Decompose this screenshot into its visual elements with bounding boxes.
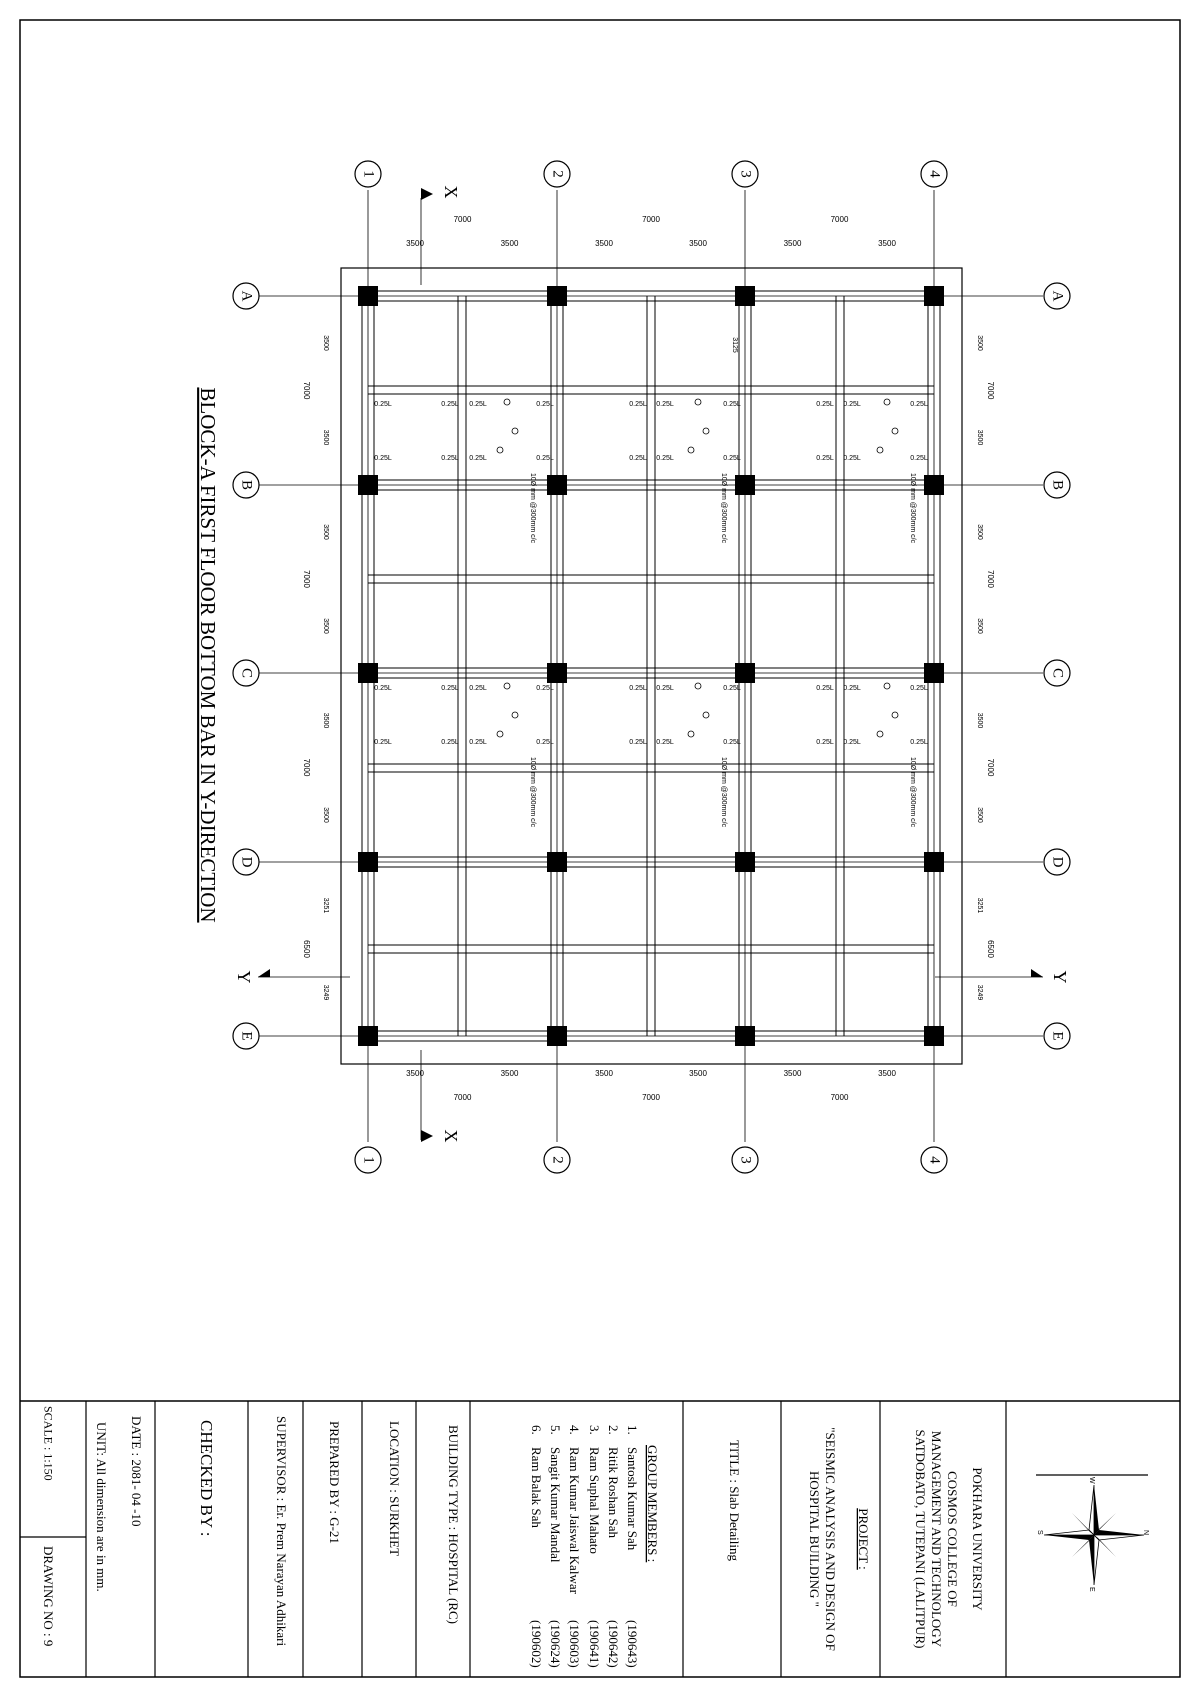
leader-line	[887, 402, 907, 470]
bar-length-label: 0.25L	[910, 739, 928, 746]
leader-dot	[695, 399, 701, 405]
member-id: (190624)	[548, 1620, 564, 1668]
bar-length-label: 0.25L	[441, 401, 459, 408]
dim-half-top: 3500	[783, 239, 802, 248]
section-label-y-left: Y	[233, 970, 254, 984]
bar-length-label: 0.25L	[536, 685, 554, 692]
bar-length-label: 0.25L	[469, 685, 487, 692]
scale: SCALE : 1:150	[41, 1406, 56, 1481]
dim-half-left: 3500	[322, 712, 330, 729]
member-number: 1.	[625, 1425, 641, 1435]
leader-dot	[877, 447, 883, 453]
compass-w: W	[1088, 1477, 1095, 1484]
university-name: POKHARA UNIVERSITY	[970, 1467, 986, 1611]
dim-total-right: 7000	[985, 381, 995, 400]
extra-dimension: 3125	[731, 337, 739, 353]
dim-total-top: 7000	[453, 215, 472, 224]
leader-dot	[703, 712, 709, 718]
dim-tick	[320, 946, 326, 952]
leader-dot	[688, 447, 694, 453]
dim-tick	[964, 387, 970, 393]
leader-line	[507, 686, 527, 754]
dim-half-right: 3500	[976, 618, 984, 634]
bar-length-label: 0.25L	[629, 455, 647, 462]
leader-dot	[512, 428, 518, 434]
dim-half-right: 3500	[976, 712, 984, 729]
dim-half-left: 3251	[322, 897, 330, 914]
column	[547, 852, 567, 872]
grid-bubble-right-A-label: A	[1049, 290, 1066, 302]
grid-bubble-left-E-label: E	[238, 1031, 255, 1041]
dim-half-bottom: 3500	[406, 1069, 424, 1078]
dim-half-right: 3500	[976, 524, 984, 540]
dim-half-left: 3500	[322, 335, 330, 351]
leader-dot	[703, 428, 709, 434]
column	[924, 1026, 944, 1046]
leader-line	[500, 734, 527, 754]
column	[924, 852, 944, 872]
bar-length-label: 0.25L	[910, 401, 928, 408]
column	[735, 663, 755, 683]
bar-length-label: 0.25L	[469, 455, 487, 462]
leader-line	[691, 450, 718, 470]
location: LOCATION : SURKHET	[387, 1421, 403, 1557]
building-type: BUILDING TYPE : HOSPITAL (RC)	[446, 1425, 462, 1625]
column	[735, 475, 755, 495]
leader-line	[895, 715, 907, 754]
dim-tick	[964, 765, 970, 771]
column	[358, 1026, 378, 1046]
grid-bubble-bottom-4-label: 4	[926, 1156, 943, 1164]
bar-length-label: 0.25L	[816, 401, 834, 408]
dim-half-right: 3500	[976, 335, 984, 351]
column	[547, 1026, 567, 1046]
compass-e: E	[1088, 1587, 1095, 1592]
north-arrow-icon	[1036, 1477, 1149, 1592]
dim-total-right: 7000	[985, 570, 995, 588]
column	[358, 475, 378, 495]
member-name: Ram Kumar Jaiswal Kalwar	[567, 1447, 583, 1594]
dim-total-left: 7000	[301, 570, 311, 588]
grid-bubble-left-D-label: D	[238, 856, 255, 868]
drawing-number: DRAWING NO : 9	[41, 1546, 57, 1647]
dim-tick	[320, 765, 326, 771]
section-label-y-right: Y	[1049, 970, 1070, 984]
dim-tick	[320, 576, 326, 582]
leader-dot	[695, 683, 701, 689]
member-number: 6.	[529, 1425, 545, 1435]
grid-bubble-top-2-label: 2	[549, 170, 566, 178]
dim-total-left: 6500	[301, 940, 311, 958]
bar-length-label: 0.25L	[629, 739, 647, 746]
supervisor: SUPERVISOR : Er. Prem Narayan Adhikari	[274, 1416, 290, 1647]
date: DATE : 2081- 04 -10	[129, 1416, 145, 1527]
member-id: (190641)	[587, 1620, 603, 1668]
leader-dot	[497, 447, 503, 453]
leader-dot	[884, 683, 890, 689]
drawing-subject-title: TITLE : Slab Detailing	[727, 1440, 743, 1561]
project-line-2: HOSPITAL BUILDING "	[807, 1471, 823, 1607]
bar-length-label: 0.25L	[536, 739, 554, 746]
grid-bubble-left-A-label: A	[238, 290, 255, 302]
bar-length-label: 0.25L	[629, 685, 647, 692]
leader-line	[515, 715, 527, 754]
member-name: Ram Suphal Mahato	[587, 1447, 603, 1554]
column	[735, 852, 755, 872]
compass-s: S	[1036, 1530, 1043, 1535]
column	[924, 475, 944, 495]
column	[547, 286, 567, 306]
bar-length-label: 0.25L	[816, 739, 834, 746]
leader-line	[880, 450, 907, 470]
dim-total-top: 7000	[642, 215, 660, 224]
bar-length-label: 0.25L	[656, 739, 674, 746]
bar-length-label: 0.25L	[816, 455, 834, 462]
member-number: 5.	[548, 1425, 564, 1435]
bar-length-label: 0.25L	[843, 739, 861, 746]
dim-half-bottom: 3500	[783, 1069, 802, 1078]
dim-half-right: 3500	[976, 807, 984, 823]
dim-half-bottom: 3500	[500, 1069, 519, 1078]
leader-dot	[688, 731, 694, 737]
dim-half-top: 3500	[406, 239, 424, 248]
dim-half-bottom: 3500	[689, 1069, 707, 1078]
column	[924, 286, 944, 306]
dim-total-left: 7000	[301, 381, 311, 400]
section-mark-x-top	[421, 186, 461, 286]
column	[924, 663, 944, 683]
section-label-x-bottom: X	[440, 1129, 461, 1143]
bar-length-label: 0.25L	[374, 401, 392, 408]
member-id: (190603)	[567, 1620, 583, 1668]
column	[358, 663, 378, 683]
member-id: (190643)	[625, 1620, 641, 1668]
college-line-1: COSMOS COLLEGE OF	[945, 1471, 961, 1607]
leader-dot	[892, 428, 898, 434]
member-id: (190602)	[529, 1620, 545, 1668]
column	[547, 663, 567, 683]
dim-half-top: 3500	[689, 239, 707, 248]
dim-half-top: 3500	[500, 239, 519, 248]
unit-note: UNIT: All dimension are in mm.	[94, 1422, 110, 1592]
dim-tick	[837, 247, 843, 253]
column	[735, 286, 755, 306]
dim-tick	[648, 247, 654, 253]
bar-length-label: 0.25L	[441, 739, 459, 746]
grid-bubble-bottom-3-label: 3	[737, 1156, 754, 1164]
members-list	[529, 1425, 640, 1668]
rebar-note: 10Ø mm @300mm c/c	[529, 472, 537, 544]
leader-line	[698, 686, 718, 754]
leader-line	[895, 431, 907, 470]
leader-line	[887, 686, 907, 754]
dim-half-top: 3500	[878, 239, 896, 248]
leader-line	[706, 431, 718, 470]
dim-tick	[459, 1077, 465, 1083]
bar-length-label: 0.25L	[843, 455, 861, 462]
dim-half-left: 3500	[322, 524, 330, 540]
dim-total-right: 7000	[985, 758, 995, 777]
dim-half-top: 3500	[595, 239, 613, 248]
dim-tick	[320, 387, 326, 393]
member-name: Ram Balak Sah	[529, 1447, 545, 1528]
bar-length-label: 0.25L	[910, 455, 928, 462]
dim-half-right: 3500	[976, 429, 984, 446]
dim-total-bottom: 7000	[453, 1093, 472, 1102]
floor-plan	[196, 161, 1070, 1173]
bar-length-label: 0.25L	[910, 685, 928, 692]
leader-line	[880, 734, 907, 754]
dim-half-bottom: 3500	[595, 1069, 613, 1078]
leader-line	[515, 431, 527, 470]
member-number: 2.	[606, 1425, 622, 1435]
bar-length-label: 0.25L	[723, 739, 741, 746]
bar-length-label: 0.25L	[536, 455, 554, 462]
rebar-note: 10Ø mm @300mm c/c	[720, 472, 728, 544]
dim-total-bottom: 7000	[830, 1093, 849, 1102]
column	[358, 286, 378, 306]
leader-dot	[512, 712, 518, 718]
column	[358, 852, 378, 872]
rebar-note: 10Ø mm @300mm c/c	[529, 756, 537, 828]
leader-dot	[877, 731, 883, 737]
grid-bubble-top-3-label: 3	[737, 170, 754, 178]
dim-tick	[648, 1077, 654, 1083]
dim-total-left: 7000	[301, 758, 311, 777]
grid-bubble-left-B-label: B	[238, 479, 255, 491]
section-mark-y-right	[935, 969, 1070, 984]
member-number: 3.	[587, 1425, 603, 1435]
bar-length-label: 0.25L	[374, 455, 392, 462]
dim-half-left: 3500	[322, 807, 330, 823]
dim-tick	[964, 946, 970, 952]
dim-half-left: 3500	[322, 429, 330, 446]
member-id: (190642)	[606, 1620, 622, 1668]
grid-bubble-right-C-label: C	[1049, 667, 1066, 679]
bar-length-label: 0.25L	[656, 685, 674, 692]
bar-length-label: 0.25L	[374, 739, 392, 746]
bar-length-label: 0.25L	[469, 401, 487, 408]
grid-bubble-right-E-label: E	[1049, 1031, 1066, 1041]
grid-bubble-bottom-2-label: 2	[549, 1156, 566, 1164]
bar-length-label: 0.25L	[723, 455, 741, 462]
college-line-2: MANAGEMENT AND TECHNOLOGY	[929, 1430, 945, 1648]
section-mark-y-left	[234, 969, 350, 984]
bar-length-label: 0.25L	[374, 685, 392, 692]
section-label-x-top: X	[440, 185, 461, 199]
grid-bubble-top-4-label: 4	[926, 170, 943, 178]
dim-tick	[964, 576, 970, 582]
grid-bubble-right-D-label: D	[1049, 856, 1066, 868]
member-number: 4.	[567, 1425, 583, 1435]
dim-total-top: 7000	[830, 215, 849, 224]
dim-half-right: 3251	[976, 897, 984, 914]
group-members-label: GROUP MEMBERS :	[645, 1445, 661, 1563]
bar-length-label: 0.25L	[843, 401, 861, 408]
leader-line	[698, 402, 718, 470]
bar-length-label: 0.25L	[816, 685, 834, 692]
dim-half-right: 3249	[976, 984, 984, 1001]
leader-line	[507, 402, 527, 470]
dim-tick	[837, 1077, 843, 1083]
bar-length-label: 0.25L	[843, 685, 861, 692]
title-block-text	[41, 1406, 985, 1668]
leader-dot	[892, 712, 898, 718]
bar-length-label: 0.25L	[723, 685, 741, 692]
grid-bubble-left-C-label: C	[238, 667, 255, 679]
drawing-title: BLOCK-A FIRST FLOOR BOTTOM BAR IN Y-DIRECTION	[196, 387, 221, 923]
leader-dot	[497, 731, 503, 737]
dim-total-right: 6500	[985, 940, 995, 958]
grid-bubble-bottom-1-label: 1	[360, 1156, 377, 1164]
leader-dot	[504, 683, 510, 689]
leader-dot	[884, 399, 890, 405]
project-label: PROJECT :	[856, 1508, 872, 1570]
bar-length-label: 0.25L	[536, 401, 554, 408]
leader-dot	[504, 399, 510, 405]
project-line-1: "SEISMIC ANALYSIS AND DESIGN OF	[823, 1427, 839, 1651]
dim-tick	[459, 247, 465, 253]
compass-n: N	[1142, 1530, 1149, 1536]
rebar-note: 10Ø mm @300mm c/c	[909, 756, 917, 828]
columns	[358, 286, 944, 1046]
checked-by: CHECKED BY :	[197, 1420, 217, 1537]
dim-half-bottom: 3500	[878, 1069, 896, 1078]
bar-length-label: 0.25L	[469, 739, 487, 746]
bar-length-label: 0.25L	[656, 401, 674, 408]
bar-length-label: 0.25L	[629, 401, 647, 408]
rebar-details	[345, 396, 938, 828]
dim-total-bottom: 7000	[642, 1093, 660, 1102]
leader-line	[500, 450, 527, 470]
member-name: Santosh Kumar Sah	[625, 1447, 641, 1551]
bar-length-label: 0.25L	[723, 401, 741, 408]
rebar-note: 10Ø mm @300mm c/c	[909, 472, 917, 544]
member-name: Sangit Kumar Mandal	[548, 1447, 564, 1563]
dim-half-left: 3500	[322, 618, 330, 634]
bar-length-label: 0.25L	[441, 685, 459, 692]
leader-line	[691, 734, 718, 754]
college-line-3: SATDOBATO, TUTEPANI (LALITPUR)	[913, 1429, 929, 1649]
grid-bubble-right-B-label: B	[1049, 479, 1066, 491]
leader-line	[706, 715, 718, 754]
column	[547, 475, 567, 495]
dim-half-left: 3249	[322, 984, 330, 1001]
column	[735, 1026, 755, 1046]
member-name: Ritik Roshan Sah	[606, 1447, 622, 1539]
bar-length-label: 0.25L	[656, 455, 674, 462]
rebar-note: 10Ø mm @300mm c/c	[720, 756, 728, 828]
bar-length-label: 0.25L	[441, 455, 459, 462]
grid-bubble-top-1-label: 1	[360, 170, 377, 178]
prepared-by: PREPARED BY : G-21	[327, 1421, 343, 1544]
